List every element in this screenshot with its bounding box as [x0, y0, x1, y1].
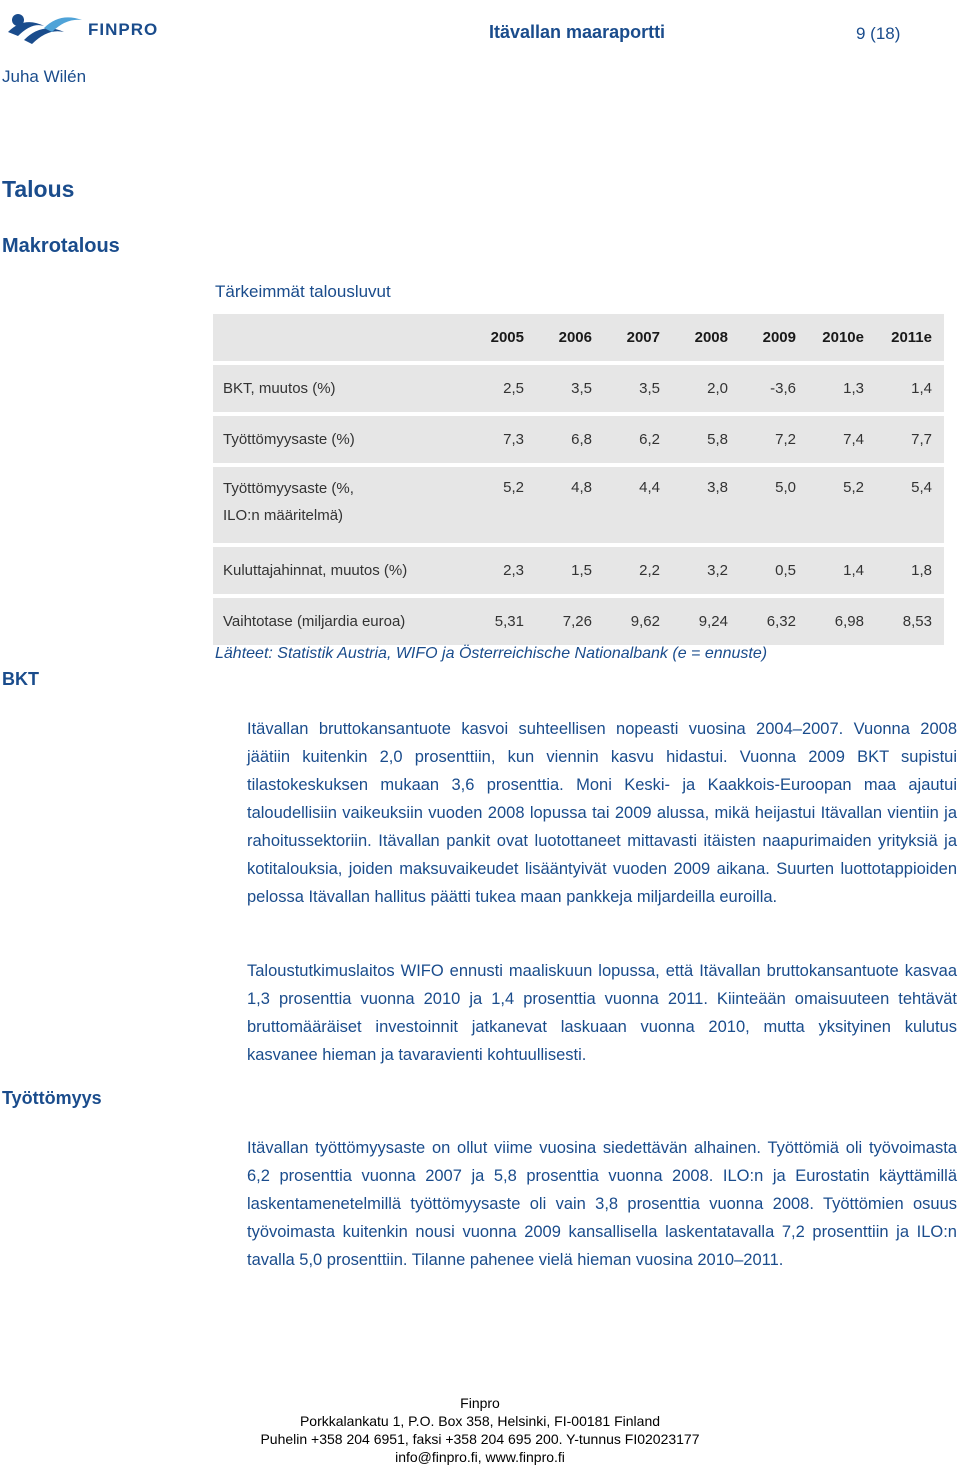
- footer-company: Finpro: [460, 1395, 500, 1411]
- table-cell: 2,5: [503, 380, 524, 397]
- footer-address: Porkkalankatu 1, P.O. Box 358, Helsinki, FI-00181 Finland: [299, 1413, 661, 1429]
- table-cell: 0,5: [775, 562, 796, 579]
- table-cell: 6,2: [639, 431, 660, 448]
- year-header: 2009: [762, 329, 796, 346]
- table-cell: 3,2: [707, 562, 728, 579]
- economic-indicators-table: [213, 314, 944, 649]
- year-header: 2010e: [822, 329, 864, 346]
- page-footer: [0, 1394, 960, 1466]
- table-cell: 3,8: [707, 479, 728, 496]
- paragraph-bkt-2: Taloustutkimuslaitos WIFO ennusti maaliskuun lopussa, että Itävallan bruttokansantuote kasvaa 1,3 prosenttia vuonna 2010 ja 1,4 prosenttia vuonna 2011. Kiinteään omaisuuteen tehtävät bruttomääräiset investoinnit jatkanevat laskuaan vuonna 2010, mutta yksityinen kulutus kasvanee hieman ja tavaravienti kohtuullisesti.: [247, 962, 957, 1064]
- paragraph-bkt-1: Itävallan bruttokansantuote kasvoi suhteellisen nopeasti vuosina 2004–2007. Vuonna 2008 jäätiin kuitenkin 2,0 prosenttiin, kun viennin kasvu hidastui. Vuonna 2009 BKT supistui tilastokeskuksen mukaan 3,6 prosenttia. Moni Keski- ja Kaakkois-Euroopan maa ajautui taloudellisiin vaikeuksiin vuoden 2008 lopussa tai 2009 alussa, mikä heijastui Itävallan vientiin ja rahoitussektoriin. Itävallan pankit ovat luotottaneet mittavasti itäisten naapurimaiden yrityksiä ja kotitalouksia, joiden maksuvaikeudet lisääntyivät vuoden 2009 aikana. Suurten luottotappioiden pelossa Itävallan hallitus päätti tukea maan pankkeja miljardeilla euroilla.: [247, 720, 957, 906]
- year-header: 2008: [694, 329, 728, 346]
- table-row: [213, 547, 944, 594]
- table-cell: 7,3: [503, 431, 524, 448]
- table-row: [213, 467, 944, 543]
- year-header: 2005: [490, 329, 524, 346]
- finpro-logo-icon: [4, 6, 88, 50]
- row-label: [213, 475, 465, 529]
- table-header-row: [213, 314, 944, 361]
- table-cell: 3,5: [639, 380, 660, 397]
- table-cell: 6,98: [834, 613, 864, 630]
- table-cell: 1,3: [843, 380, 864, 397]
- year-header: 2007: [626, 329, 660, 346]
- document-title: Itävallan maaraportti: [489, 22, 666, 42]
- table-cell: 6,32: [766, 613, 796, 630]
- table-cell: 1,4: [911, 380, 932, 397]
- table-cell: 4,8: [571, 479, 592, 496]
- table-cell: 7,2: [775, 431, 796, 448]
- table-row: [213, 416, 944, 463]
- table-cell: 1,5: [571, 562, 592, 579]
- table-cell: -3,6: [770, 380, 796, 397]
- table-cell: 8,53: [902, 613, 932, 630]
- table-cell: 4,4: [639, 479, 660, 496]
- table-cell: 2,2: [639, 562, 660, 579]
- table-cell: 1,4: [843, 562, 864, 579]
- table-cell: 2,3: [503, 562, 524, 579]
- table-cell: 5,2: [503, 479, 524, 496]
- paragraph-tyottomyys: Itävallan työttömyysaste on ollut viime vuosina siedettävän alhainen. Työttömiä oli työvoimasta 6,2 prosenttia vuonna 2007 ja 5,8 prosenttia vuonna 2008. ILO:n ja Eurostatin käyttämillä laskentamenetelmillä työttömyysaste oli vain 3,8 prosenttia vuonna 2008. Työttömien osuus työvoimasta kuitenkin nousi vuonna 2009 kansallisella laskentatavalla 7,2 prosenttiin ja ILO:n tavalla 5,0 prosenttiin. Tilanne pahenee vielä hieman vuosina 2010–2011.: [247, 1139, 957, 1269]
- table-cell: 5,0: [775, 479, 796, 496]
- row-label: BKT, muutos (%): [223, 380, 336, 397]
- page-number: 9 (18): [856, 24, 901, 43]
- heading-makrotalous: Makrotalous: [2, 235, 120, 257]
- row-label-line1: Työttömyysaste (%,: [223, 480, 354, 497]
- side-label-tyottomyys: Työttömyys: [2, 1088, 102, 1108]
- heading-talous: Talous: [2, 176, 75, 202]
- table-cell: 7,7: [911, 431, 932, 448]
- table-cell: 6,8: [571, 431, 592, 448]
- footer-contact: info@finpro.fi, www.finpro.fi: [395, 1449, 565, 1465]
- author-name: Juha Wilén: [2, 67, 87, 86]
- table-cell: 9,62: [630, 613, 660, 630]
- table-cell: 7,4: [843, 431, 864, 448]
- table-cell: 7,26: [562, 613, 592, 630]
- table-cell: 2,0: [707, 380, 728, 397]
- table-cell: 1,8: [911, 562, 932, 579]
- table-cell: 3,5: [571, 380, 592, 397]
- table-cell: 9,24: [698, 613, 728, 630]
- table-row: [213, 598, 944, 645]
- row-label-line2: ILO:n määritelmä): [223, 507, 344, 524]
- table-row: [213, 365, 944, 412]
- table-cell: 5,8: [707, 431, 728, 448]
- table-caption: Tärkeimmät talousluvut: [215, 282, 391, 301]
- table-sources-note: Lähteet: Statistik Austria, WIFO ja Österreichische Nationalbank (e = ennuste): [215, 645, 768, 662]
- row-label: Vaihtotase (miljardia euroa): [223, 613, 406, 630]
- logo-wordmark: FINPRO: [88, 20, 159, 39]
- table-cell: 5,4: [911, 479, 932, 496]
- table-cell: 5,2: [843, 479, 864, 496]
- year-header: 2006: [558, 329, 592, 346]
- footer-phone: Puhelin +358 204 6951, faksi +358 204 695 200. Y-tunnus FI02023177: [260, 1431, 700, 1447]
- row-label: Kuluttajahinnat, muutos (%): [223, 562, 408, 579]
- side-label-bkt: BKT: [2, 669, 39, 689]
- table-cell: 5,31: [494, 613, 524, 630]
- year-header: 2011e: [891, 329, 932, 346]
- row-label: Työttömyysaste (%): [223, 431, 355, 448]
